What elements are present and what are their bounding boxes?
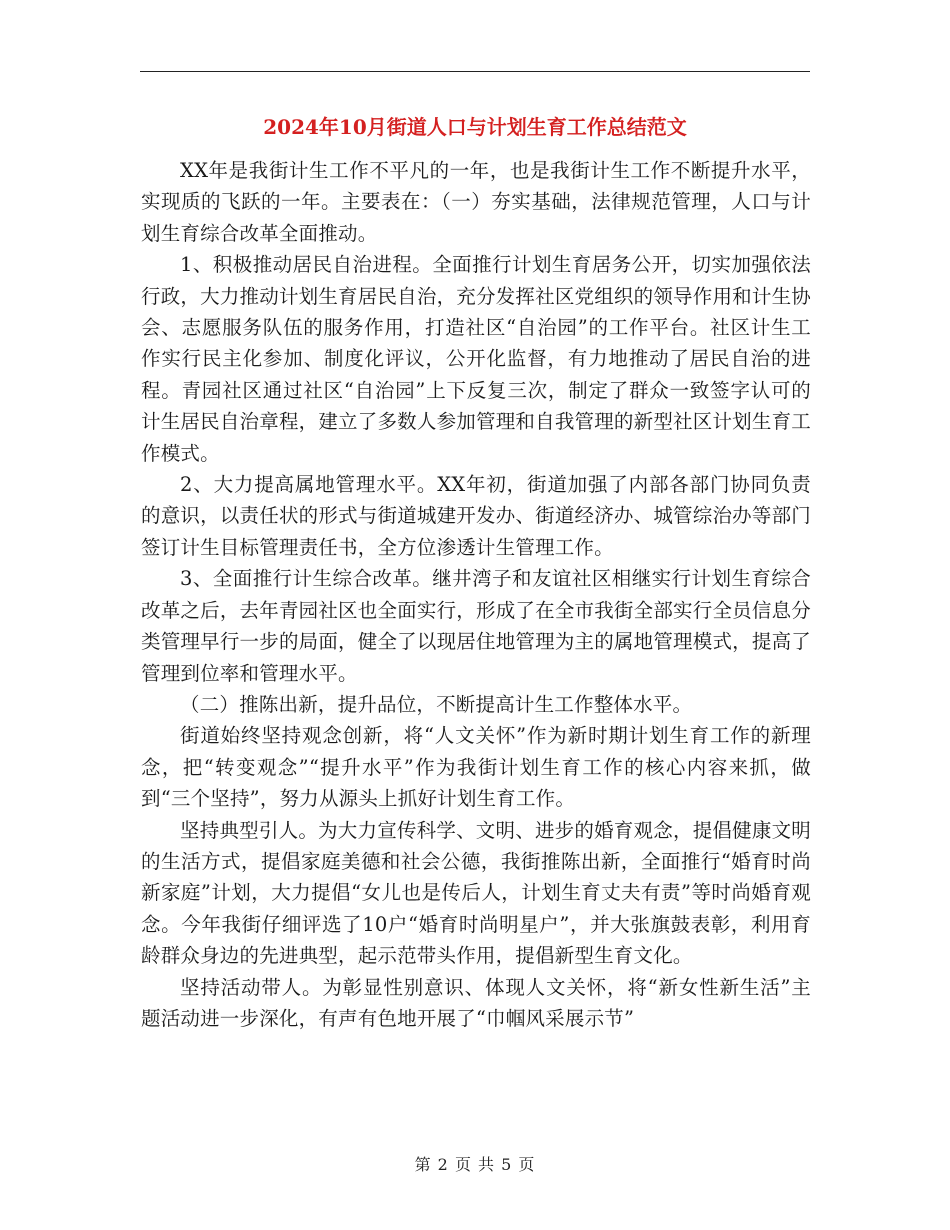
paragraph-concept: 街道始终坚持观念创新，将“人文关怀”作为新时期计划生育工作的新理念，把“转变观念”“提升水平”作为我街计划生育工作的核心内容来抓，做到“三个坚持”，努力从源头上抓好计划生育工作。 <box>141 724 811 811</box>
header-rule <box>140 71 810 72</box>
document-title: 2024年10月街道人口与计划生育工作总结范文 <box>263 115 687 139</box>
paragraph-activity: 坚持活动带人。为彰显性别意识、体现人文关怀，将“新女性新生活”主题活动进一步深化，有声有色地开展了“巾帼风采展示节” <box>141 975 811 1030</box>
page-footer: 第 2 页 共 5 页 <box>414 1155 536 1174</box>
paragraph-item-3: 3、全面推行计生综合改革。继井湾子和友谊社区相继实行计划生育综合改革之后，去年青园社区也全面实行，形成了在全市我街全部实行全员信息分类管理早行一步的局面，健全了以现居住地管理为主的属地管理模式，提高了管理到位率和管理水平。 <box>141 567 811 685</box>
paragraph-item-2: 2、大力提高属地管理水平。XX年初，街道加强了内部各部门协同负责的意识，以责任状的形式与街道城建开发办、街道经济办、城管综治办等部门签订计生目标管理责任书，全方位渗透计生管理工作。 <box>141 473 811 559</box>
paragraph-intro: XX年是我街计生工作不平凡的一年，也是我街计生工作不断提升水平，实现质的飞跃的一年。主要表在：（一）夯实基础，法律规范管理，人口与计划生育综合改革全面推动。 <box>141 159 811 245</box>
section-heading-2: （二）推陈出新，提升品位，不断提高计生工作整体水平。 <box>180 692 693 716</box>
paragraph-item-1: 1、积极推动居民自治进程。全面推行计划生育居务公开，切实加强依法行政，大力推动计划生育居民自治，充分发挥社区党组织的领导作用和计生协会、志愿服务队伍的服务作用，打造社区“自治园”的工作平台。社区计生工作实行民主化参加、制度化评议，公开化监督，有力地推动了居民自治的进程。青园社区通过社区“自治园”上下反复三次，制定了群众一致签字认可的计生居民自治章程，建立了多数人参加管理和自我管理的新型社区计划生育工作模式。 <box>141 253 811 465</box>
paragraph-model: 坚持典型引人。为大力宣传科学、文明、进步的婚育观念，提倡健康文明的生活方式，提倡家庭美德和社会公德，我街推陈出新，全面推行“婚育时尚新家庭”计划，大力提倡“女儿也是传后人，计划生育丈夫有责”等时尚婚育观念。今年我街仔细评选了10户“婚育时尚明星户”，并大张旗鼓表彰，利用育龄群众身边的先进典型，起示范带头作用，提倡新型生育文化。 <box>141 818 811 968</box>
document-body <box>141 155 811 1034</box>
